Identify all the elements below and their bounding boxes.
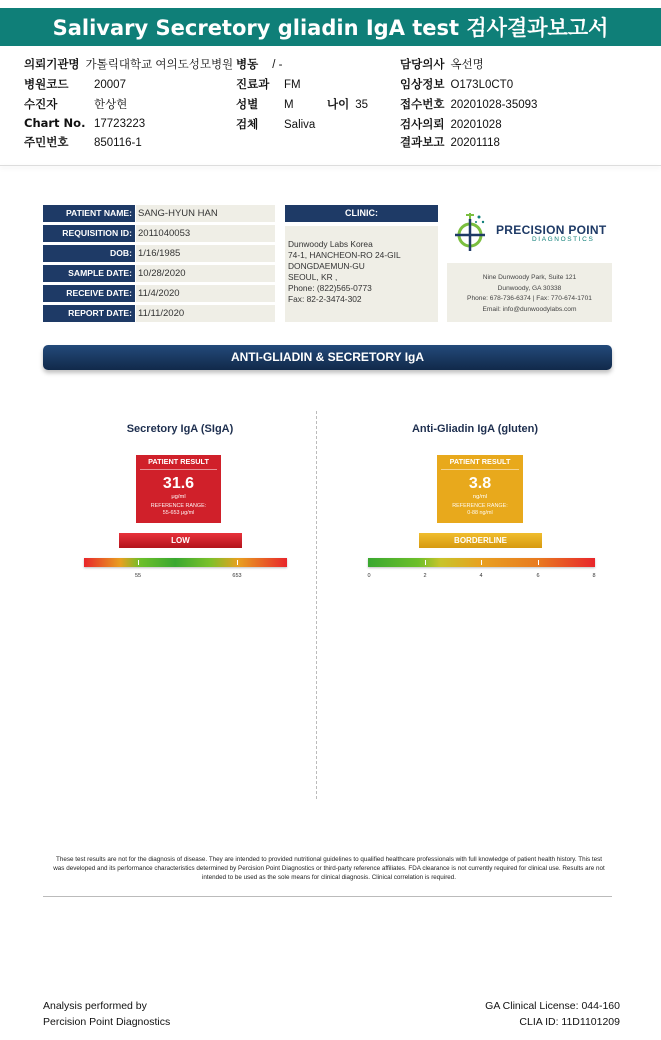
specimen-label: 검체: [236, 117, 259, 131]
receipt-value: 20201028-35093: [450, 99, 538, 111]
section-banner: ANTI-GLIADIN & SECRETORY IgA: [43, 345, 612, 370]
sex-label: 성별: [236, 97, 259, 111]
clinical-label: 임상정보: [400, 77, 445, 91]
ward-label: 병동: [236, 57, 259, 71]
clinical-value: O173L0CT0: [450, 79, 514, 91]
sample-date-value: 10/28/2020: [136, 265, 275, 282]
doctor-label: 담당의사: [400, 57, 445, 71]
request-value: 20201028: [450, 119, 502, 131]
patient-kr-value: 한상현: [94, 99, 128, 111]
lab-line: Nine Dunwoody Park, Suite 121: [482, 274, 577, 281]
sex-value: M: [284, 99, 294, 111]
clinic-line: Phone: (822)565-0773: [288, 283, 372, 293]
gliadin-result-value: 3.8: [468, 475, 492, 492]
siga-result-value: 31.6: [162, 475, 195, 492]
header-divider: [0, 165, 661, 166]
lab-address: [447, 273, 612, 315]
receive-date-value: 11/4/2020: [136, 285, 275, 302]
siga-status-badge: LOW: [119, 533, 242, 548]
gliadin-status-badge: BORDERLINE: [419, 533, 542, 548]
dob-label: DOB:: [43, 245, 135, 262]
clinical-row: [400, 76, 513, 92]
id-row: [24, 134, 142, 150]
gliadin-result-label: PATIENT RESULT: [441, 455, 519, 470]
specimen-row: [236, 116, 315, 132]
doctor-row: [400, 56, 484, 72]
report-kr-value: 20201118: [450, 137, 500, 149]
siga-ref-label: REFERENCE RANGE:: [150, 503, 207, 509]
report-title: Salivary Secretory gliadin IgA test 검사결과보고서: [0, 8, 661, 46]
patient-kr-label: 수진자: [24, 97, 58, 111]
sample-date-label: SAMPLE DATE:: [43, 265, 135, 282]
gliadin-tick-label: 2: [423, 573, 427, 579]
siga-tick-label: 653: [232, 573, 242, 579]
report-row: [400, 134, 500, 150]
sex-row: [236, 96, 294, 112]
gliadin-title: Anti-Gliadin IgA (gluten): [411, 423, 539, 435]
receipt-label: 접수번호: [400, 97, 445, 111]
siga-tick-label: 55: [134, 573, 142, 579]
ward-value: / -: [272, 59, 283, 71]
requisition-label: REQUISITION ID:: [43, 225, 135, 242]
specimen-value: Saliva: [284, 119, 316, 131]
gliadin-result-unit: ng/ml: [472, 494, 488, 500]
chart-row: [24, 116, 145, 130]
precision-point-logo-icon: [452, 211, 492, 253]
request-row: [400, 116, 502, 132]
receipt-row: [400, 96, 537, 112]
siga-result-label: PATIENT RESULT: [140, 455, 217, 470]
dept-label: 진료과: [236, 77, 270, 91]
age-value: 35: [355, 99, 369, 111]
gliadin-tick-label: 6: [536, 573, 540, 579]
hospital-label: 의뢰기관명: [24, 57, 80, 71]
lab-line: Dunwoody, GA 30338: [497, 284, 562, 292]
disclaimer: These test results are not for the diagnosis of disease. They are intended to provided nutritional guidelines to qualified healthcare professionals with full knowledge of patient health history. This test was developed and its performance characteristics determined by Percision Point Diagnostics or third-party reference affiliates. FDA clearance is not currently required for clinical use. Results are not intended to be used as the sole means for clinical diagnosis. Clinical correlation is required.: [53, 856, 605, 882]
clinical-license: GA Clinical License: 044-160: [485, 1000, 620, 1012]
clia-id: CLIA ID: 11D1101209: [519, 1016, 620, 1028]
siga-ref-range: 55-653 μg/ml: [162, 510, 195, 516]
id-value: 850116-1: [94, 137, 142, 149]
gliadin-tick-label: 4: [479, 573, 483, 579]
ward-row: [236, 56, 282, 72]
receive-date-label: RECEIVE DATE:: [43, 285, 135, 302]
lab-subname: DIAGNOSTICS: [532, 236, 595, 243]
siga-gauge: [84, 558, 287, 567]
clinic-header: CLINIC:: [285, 205, 438, 222]
siga-result-box: [136, 455, 221, 523]
results-divider: [316, 411, 317, 799]
code-value: 20007: [94, 79, 126, 91]
report-date-value: 11/11/2020: [136, 305, 275, 322]
request-label: 검사의뢰: [400, 117, 445, 131]
dept-value: FM: [284, 79, 301, 91]
chart-label: Chart No.: [24, 116, 86, 130]
id-label: 주민번호: [24, 135, 69, 149]
clinic-line: Dunwoody Labs Korea: [288, 239, 373, 249]
lab-line: Email: info@dunwoodylabs.com: [482, 305, 577, 313]
dept-row: [236, 76, 301, 92]
hospital-value: 가톨릭대학교 여의도성모병원: [85, 59, 234, 71]
siga-title: Secretory IgA (SIgA): [126, 423, 234, 435]
gliadin-tick-label: 8: [592, 573, 596, 579]
clinic-address: [288, 239, 438, 305]
code-label: 병원코드: [24, 77, 69, 91]
hospital-row: [24, 56, 233, 72]
report-kr-label: 결과보고: [400, 135, 445, 149]
patient-name-value: SANG-HYUN HAN: [136, 205, 275, 222]
footer-right: [485, 998, 620, 1030]
age-row: [327, 96, 368, 112]
gliadin-tick-mark: [425, 560, 426, 565]
clinic-line: DONGDAEMUN-GU: [288, 261, 365, 271]
gliadin-ref-label: REFERENCE RANGE:: [452, 503, 508, 509]
dob-value: 1/16/1985: [136, 245, 275, 262]
age-label: 나이: [327, 97, 350, 111]
gliadin-tick-mark: [538, 560, 539, 565]
report-date-label: REPORT DATE:: [43, 305, 135, 322]
gliadin-result-box: [437, 455, 523, 523]
footer-divider: [43, 896, 612, 897]
clinic-line: SEOUL, KR ,: [288, 272, 338, 282]
siga-result-unit: μg/ml: [171, 494, 186, 500]
code-row: [24, 76, 126, 92]
clinic-line: 74-1, HANCHEON-RO 24-GIL: [288, 250, 401, 260]
requisition-value: 2011040053: [136, 225, 275, 242]
patient-name-label: PATIENT NAME:: [43, 205, 135, 222]
clinic-line: Fax: 82-2-3474-302: [288, 294, 362, 304]
patient-row: [24, 96, 127, 112]
gliadin-ref-range: 0-88 ng/ml: [467, 510, 493, 516]
chart-value: 17723223: [94, 118, 146, 130]
lab-name: PRECISION POINT: [496, 223, 607, 237]
analysis-label: Analysis performed by: [43, 1000, 147, 1012]
siga-tick-mark: [138, 560, 139, 565]
lab-line: Phone: 678-736-6374 | Fax: 770-674-1701: [467, 295, 592, 302]
doctor-value: 옥선명: [450, 59, 484, 71]
analysis-lab: Percision Point Diagnostics: [43, 1016, 171, 1028]
gliadin-tick-mark: [481, 560, 482, 565]
gliadin-tick-label: 0: [367, 573, 371, 579]
siga-tick-mark: [237, 560, 238, 565]
footer-left: [43, 998, 170, 1030]
